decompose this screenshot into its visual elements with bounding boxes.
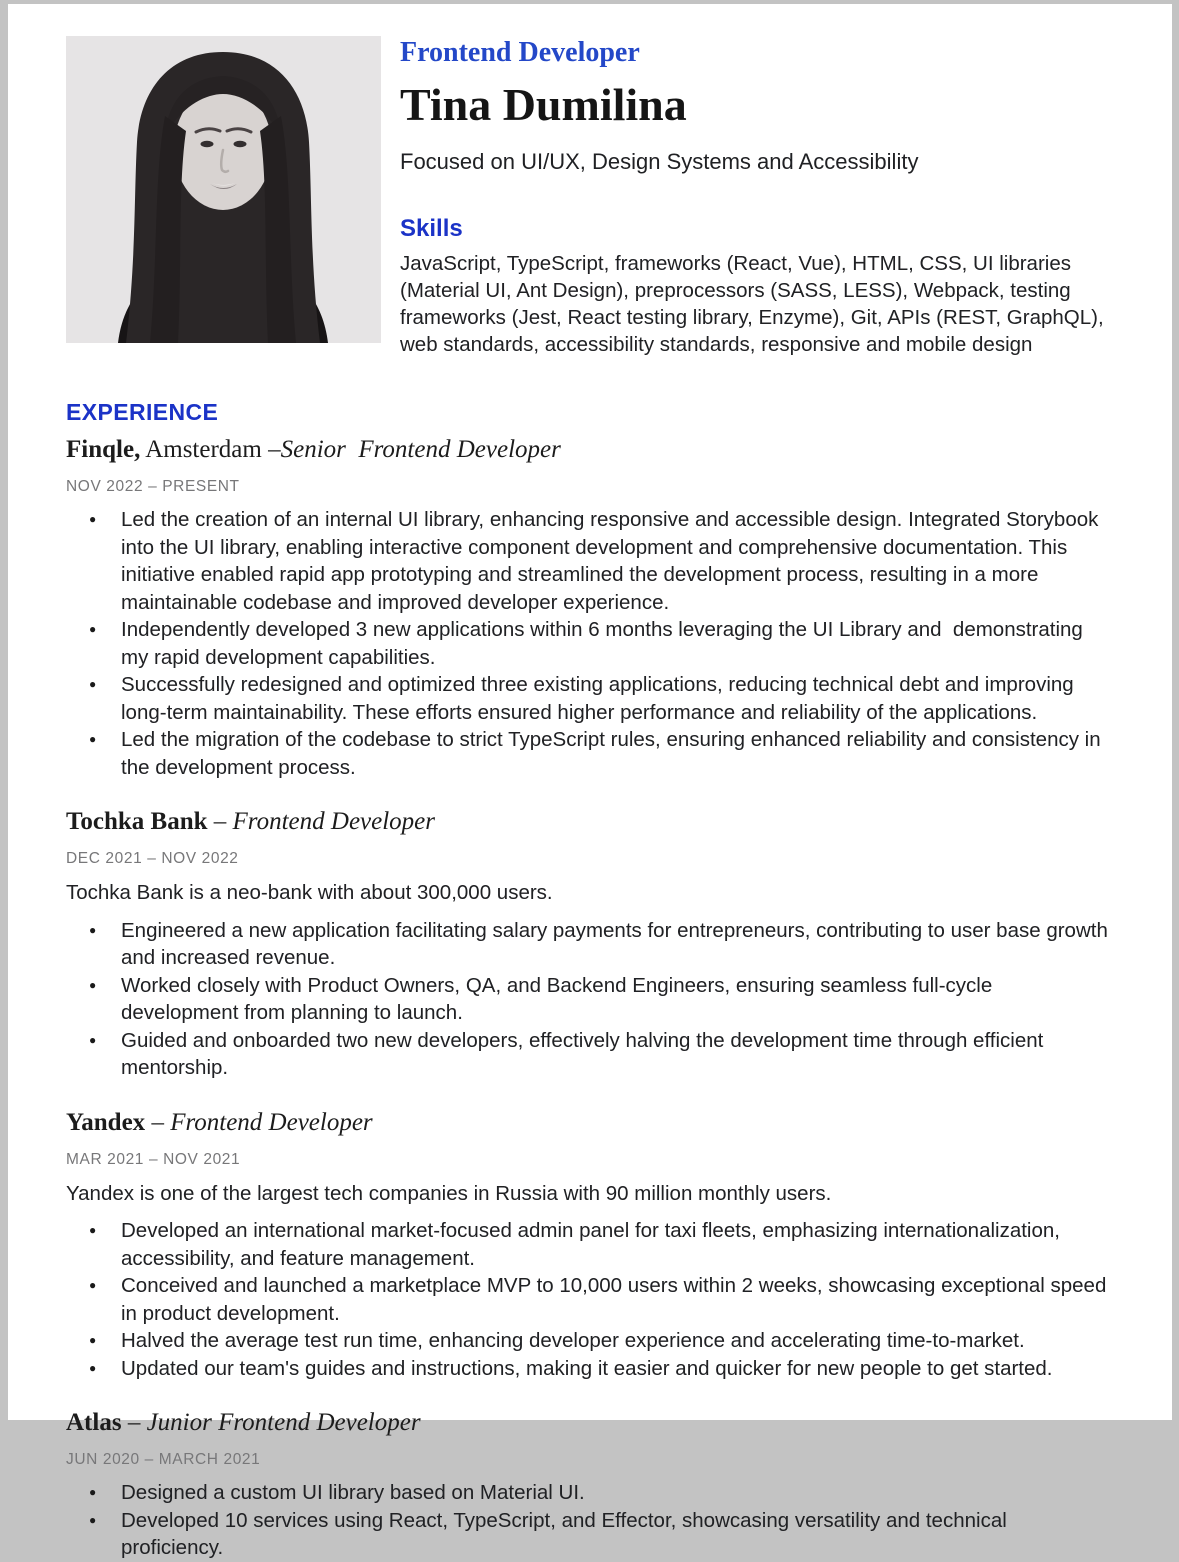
job-bullet: ● Designed a custom UI library based on Material UI. [66, 1479, 1113, 1507]
role-title: Frontend Developer [400, 37, 640, 68]
job-company: Yandex [66, 1108, 146, 1136]
experience-section [66, 398, 1113, 1562]
job-bullet-list [66, 506, 1113, 781]
job-bullet: ● Engineered a new application facilitating salary payments for entrepreneurs, contributing to user base growth and increased revenue. [66, 917, 1113, 972]
portrait-photo-image [66, 36, 381, 343]
job-entry [66, 1107, 1113, 1383]
job-heading [66, 434, 1113, 465]
skills-heading: Skills [400, 215, 463, 242]
experience-heading: EXPERIENCE [66, 399, 219, 425]
job-separator: – [121, 1409, 147, 1436]
resume-page [8, 4, 1172, 1559]
job-list [66, 434, 1113, 1562]
header-text-block [400, 36, 1113, 358]
candidate-name: Tina Dumilina [400, 79, 687, 130]
job-heading [66, 1107, 1113, 1138]
job-bullet: ● Independently developed 3 new applications within 6 months leveraging the UI Library and demonstrating my rapid development capabilities. [66, 616, 1113, 671]
job-dates: JUN 2020 – MARCH 2021 [66, 1451, 261, 1468]
skills-text: JavaScript, TypeScript, frameworks (React, Vue), HTML, CSS, UI libraries (Material UI, Ant Design), preprocessors (SASS, LESS), Webpack, testing frameworks (Jest, React testing library, Enzyme), Git, APIs (REST, GraphQL), web standards, accessibility standards, responsive and mobile design [400, 252, 1104, 356]
job-bullet: ● Developed 10 services using React, TypeScript, and Effector, showcasing versatility and technical proficiency. [66, 1507, 1113, 1562]
job-title: Frontend Developer [170, 1108, 373, 1136]
job-bullet: ● Led the creation of an internal UI library, enhancing responsive and accessible design. Integrated Storybook into the UI library, enabling interactive component development and comprehensive documentation. This initiative enabled rapid app prototyping and streamlined the development process, resulting in a more maintainable codebase and improved developer experience. [66, 506, 1113, 616]
resume-header [66, 36, 1113, 358]
job-company: Atlas [66, 1409, 122, 1436]
job-bullet: ● Worked closely with Product Owners, QA, and Backend Engineers, ensuring seamless full-cycle development from planning to launch. [66, 972, 1113, 1027]
job-title: Junior Frontend Developer [146, 1409, 421, 1436]
job-company: Finqle, [66, 436, 141, 463]
job-title: Frontend Developer [232, 808, 436, 835]
portrait-photo [66, 36, 381, 343]
job-bullet: ● Developed an international market-focused admin panel for taxi fleets, emphasizing internationalization, accessibility, and feature management. [66, 1217, 1113, 1272]
job-bullet: ● Guided and onboarded two new developers, effectively halving the development time through efficient mentorship. [66, 1027, 1113, 1082]
job-bullet-list [66, 1217, 1113, 1382]
job-bullet: ● Updated our team's guides and instructions, making it easier and quicker for new people to get started. [66, 1355, 1113, 1383]
job-bullet: ● Led the migration of the codebase to strict TypeScript rules, ensuring enhanced reliability and consistency in the development process. [66, 726, 1113, 781]
job-bullet: ● Successfully redesigned and optimized three existing applications, reducing technical debt and improving long-term maintainability. These efforts ensured higher performance and reliability of the applications. [66, 671, 1113, 726]
job-entry [66, 806, 1113, 1082]
job-dates: MAR 2021 – NOV 2021 [66, 1150, 241, 1168]
job-bullet: ● Halved the average test run time, enhancing developer experience and accelerating time-to-market. [66, 1327, 1113, 1355]
job-separator: – [207, 808, 233, 835]
job-heading [66, 1407, 1113, 1438]
job-bullet-list [66, 917, 1113, 1082]
tagline: Focused on UI/UX, Design Systems and Accessibility [400, 149, 919, 174]
job-intro: Tochka Bank is a neo-bank with about 300,000 users. [66, 881, 553, 904]
job-heading [66, 806, 1113, 837]
job-intro: Yandex is one of the largest tech companies in Russia with 90 million monthly users. [66, 1181, 832, 1205]
job-entry [66, 1407, 1113, 1562]
job-title: Senior Frontend Developer [280, 436, 561, 463]
job-bullet-list [66, 1479, 1113, 1562]
job-separator: Amsterdam – [140, 436, 281, 463]
job-entry [66, 434, 1113, 781]
job-company: Tochka Bank [66, 808, 208, 835]
job-dates: DEC 2021 – NOV 2022 [66, 850, 239, 867]
job-bullet: ● Conceived and launched a marketplace MVP to 10,000 users within 2 weeks, showcasing exceptional speed in product development. [66, 1272, 1113, 1327]
job-dates: NOV 2022 – PRESENT [66, 478, 240, 495]
job-separator: – [145, 1108, 171, 1136]
